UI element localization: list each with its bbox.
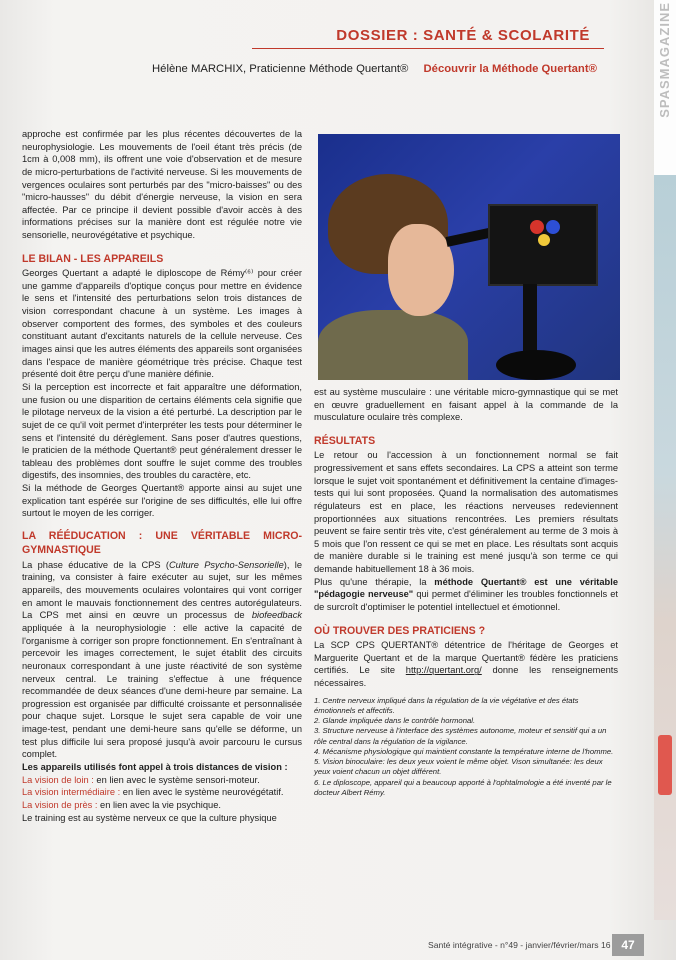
distance-item-far <box>22 774 302 787</box>
byline <box>152 62 597 77</box>
device-base <box>496 350 576 380</box>
resultats-paragraph-1: Le retour ou l'accession à un fonctionnement normal se fait progressivement et sans effets secondaires. La CPS a atteint son terme lorsque le sujet voit spontanément et définitivement la centaine d'images-tests qui lui sont proposées. Quand la normalisation des automatismes régulateurs est en place, les réactions nerveuses redeviennent proportionnées aux situations rencontrées. Les premiers résultats peuvent se faire sentir très vite, c'est généralement au terme de 3 mois à 5 mois que l'on ressent ce qui se met en place. Les résultats sont acquis de manière durable si le training est mené jusqu'à son terme ce qui demande habituellement 18 à 36 mois. <box>314 450 618 575</box>
author-name: Hélène MARCHIX, Praticienne Méthode Quertant® <box>152 63 409 75</box>
distance-label: La vision de loin : <box>22 774 94 785</box>
praticiens-text-a: La SCP CPS QUERTANT® détentrice de l'héritage de Georges et Marguerite Quertant et de la marque Quertant® fédère les praticiens certifiés. Le site <box>314 640 618 676</box>
right-column <box>314 386 618 798</box>
child-face <box>388 224 454 316</box>
diploscope-device <box>488 204 598 286</box>
bilan-paragraph-1: Georges Quertant a adapté le diploscope de Rémy⁽⁶⁾ pour créer une gamme d'appareils d'optique conçus pour mettre en évidence le sens et l'intensité des perturbations selon trois distances de vision correspondant chacune à un système. Les images à observer comportent des formes, des symboles et des couleurs constituant autant d'excitants naturels de la cellule nerveuse. Ces images ainsi que les autres éléments des appareils sont organisées dans l'espace de manière géométrique très précise. Chaque test présenté doit être perçu d'une manière définie. <box>22 268 302 380</box>
distance-label: La vision de près : <box>22 799 98 810</box>
reeducation-text-c: appliquée à la neurophysiologie : elle active la capacité de l'organisme à corriger son propre fonctionnement. En s'entraînant à percevoir les images correctement, le sujet établit des circuits neuronaux correspondant à une juste réactivité de son système nerveux central. Le training s'effectue à une fréquence recommandée de deux séances d'une demi-heure par semaine. La progression est organisée par difficulté croissante et personnalisée pour chaque sujet. Lorsque le sujet sera capable de voir une image-test, pendant une demi-heure sans qu'elle se déforme, un test plus difficile lui sera proposé jusqu'à avoir parcouru le cursus complet. <box>22 623 302 760</box>
distance-item-intermediate <box>22 786 302 799</box>
yellow-lens <box>538 234 550 246</box>
magazine-side-logo <box>654 0 676 175</box>
bilan-paragraph-2: Si la perception est incorrecte et fait apparaître une déformation, une fusion ou une disparition de certains éléments cela signifie que le pilotage nerveux de la vision a été perturbé. La description par le sujet de ce qu'il voit permet d'interpréter les tests pour déterminer le sens et l'intensité du dérèglement. Sans poser d'autres questions, le praticien de la méthode Quertant® peut généralement dresser le tableau des problèmes dont souffre le sujet comme des troubles digestifs, des insomnies, des troubles du caractère, etc. <box>22 381 302 481</box>
quertant-site-link[interactable]: http://quertant.org/ <box>405 665 482 676</box>
margin-red-mark <box>658 735 672 795</box>
footnote-1: 1. Centre nerveux impliqué dans la régulation de la vie végétative et des états émotionnels et affectifs. <box>314 695 579 715</box>
distance-list <box>22 774 302 812</box>
footnotes <box>314 696 618 798</box>
distances-heading: Les appareils utilisés font appel à trois distances de vision : <box>22 762 288 773</box>
footnote-5: 5. Vision binoculaire: les deux yeux voient le même objet. Vison simultanée: les deux yeux voient chacun un objet différent. <box>314 757 603 777</box>
praticiens-text-b: donne les renseignements nécessaires. <box>314 665 619 688</box>
side-logo-text: SPASMAGAZINE <box>657 2 672 118</box>
bilan-paragraph-3: Si la méthode de Georges Quertant® apporte ainsi au sujet une explication tant espérée sur l'origine de ses difficultés, elle lui offre surtout le moyen de les corriger. <box>22 483 302 519</box>
reeducation-text-a: La phase éducative de la CPS ( <box>22 559 169 570</box>
reeducation-heading: LA RÉÉDUCATION : UNE VÉRITABLE MICRO-GYMNASTIQUE <box>22 529 302 557</box>
distance-label: La vision intermédiaire : <box>22 787 121 798</box>
child-with-optical-device-photo <box>318 134 620 380</box>
blue-lens <box>546 220 560 234</box>
section-title: DOSSIER : SANTÉ & SCOLARITÉ <box>336 27 590 44</box>
publication-info: Santé intégrative - n°49 - janvier/février/mars 16 <box>428 940 611 950</box>
biofeedback-term: biofeedback <box>251 610 302 621</box>
reeducation-paragraph <box>22 559 302 761</box>
cps-expansion: Culture Psycho-Sensorielle <box>168 559 284 570</box>
distance-item-near <box>22 799 302 812</box>
right-margin-strip <box>654 175 676 920</box>
bilan-heading: LE BILAN - LES APPAREILS <box>22 252 164 265</box>
praticiens-paragraph <box>314 639 618 690</box>
resultats-text-b: qui permet d'éliminer les troubles fonctionnels et de surcroît d'optimiser le potentiel intellectuel et émotionnel. <box>314 589 619 613</box>
resultats-heading: RÉSULTATS <box>314 434 376 447</box>
reeducation-text-b: ), le training, va consister à faire exécuter au sujet, sur les mêmes appareils, des mouvements oculaires volontaires qui vont corriger en amont le mauvais fonctionnement des centres autorégulateurs. La CPS met ainsi en œuvre un processus de <box>22 559 302 621</box>
resultats-text-a: Plus qu'une thérapie, la <box>314 576 435 587</box>
page-number: 47 <box>612 934 644 956</box>
discover-method-link[interactable]: Découvrir la Méthode Quertant® <box>423 63 597 75</box>
footnote-4: 4. Mécanisme physiologique qui maintient constante la température interne de l'homme. <box>314 746 614 756</box>
distance-text: en lien avec le système neurovégétatif. <box>120 787 284 798</box>
distance-text: en lien avec le système sensori-moteur. <box>93 774 260 785</box>
footnote-2: 2. Glande impliquée dans le contrôle hormonal. <box>314 716 476 726</box>
header-divider <box>252 48 604 49</box>
footnote-3: 3. Structure nerveuse à l'interface des systèmes autonome, moteur et sensitif qui a un rôle central dans la régulation de la vigilance. <box>314 726 607 746</box>
continuation-paragraph: est au système musculaire : une véritable micro-gymnastique qui se met en œuvre graduellement en faisant appel à la commande de la musculature oculaire très complexe. <box>314 387 618 423</box>
praticiens-heading: OÙ TROUVER DES PRATICIENS ? <box>314 624 486 637</box>
intro-paragraph: approche est confirmée par les plus récentes découvertes de la neurophysiologie. Les mouvements de l'oeil étant très précis (de 1cm à 0,008 mm), ils offrent une voie d'observation et de mesure de micro-perturbations de l'activité nerveuse. Si les mouvements de vergences oculaires sont perturbés par des "micro-baisses" ou des "micro-hausses" du débit d'énergie nerveuse, la vision en sera affectée. Par ce principe il devient possible d'avoir accès à des informations précises sur la manière dont est régulée notre vie sensorielle, neurovégétative et psychique. <box>22 129 302 241</box>
red-lens <box>530 220 544 234</box>
pedagogie-nerveuse-emphasis: méthode Quertant® est une véritable "pédagogie nerveuse" <box>314 576 618 600</box>
resultats-paragraph-2 <box>314 576 618 614</box>
distance-text: en lien avec la vie psychique. <box>97 799 221 810</box>
closing-sentence: Le training est au système nerveux ce que la culture physique <box>22 812 277 823</box>
left-column <box>22 128 302 824</box>
child-body <box>318 310 468 380</box>
footnote-6: 6. Le diploscope, appareil qui a beaucoup apporté à l'ophtalmologie a été inventé par le docteur Albert Rémy. <box>314 777 612 797</box>
